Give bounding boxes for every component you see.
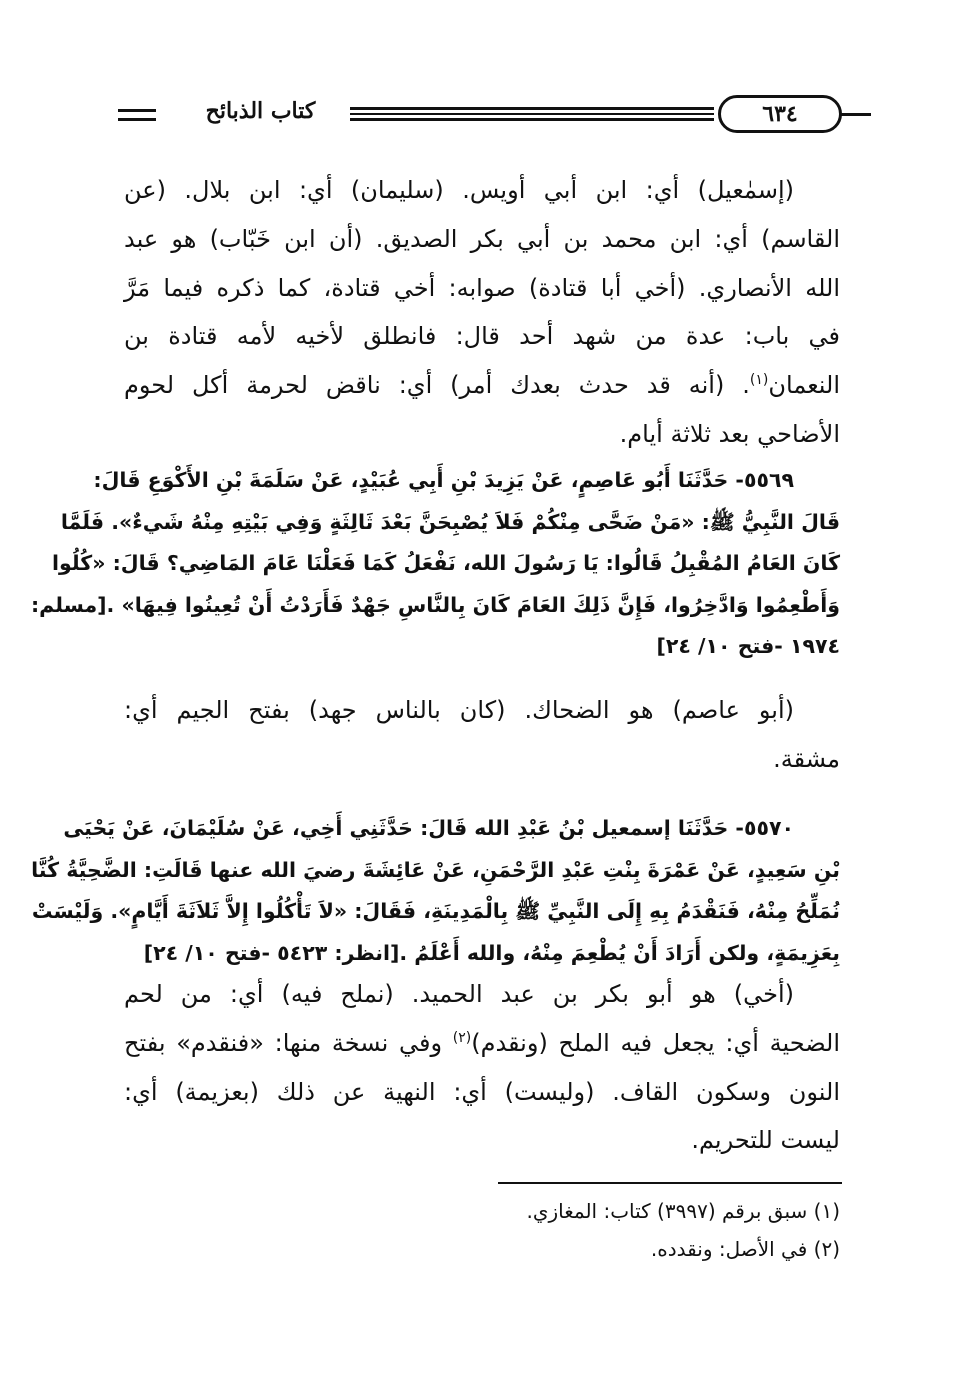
footnote-1: (١) سبق برقم (٣٩٩٧) كتاب: المغازي. [526, 1199, 840, 1223]
header-rule-middle-mid [350, 113, 714, 115]
hadith-5569 [30, 460, 840, 668]
footnote-ref[interactable]: (٢) [452, 1029, 472, 1046]
hadith-line: قَالَ النَّبِيُّ ﷺ: «مَنْ ضَحَّى مِنْكُمْ فَلاَ يُصْبِحَنَّ بَعْدَ ثَالِثَةٍ وَفِي بَيْتِهِ مِنْهُ شَيءٌ». فَلَمَّا [60, 509, 840, 534]
commentary-paragraph-1 [124, 166, 840, 459]
page-header [118, 92, 842, 140]
page-number-text: ٦٣٤ [762, 101, 798, 127]
hadith-line: نُمَلِّحُ مِنْهُ، فَنَقْدَمُ بِهِ إِلَى النَّبِيِّ ﷺ بِالْمَدِينَةِ، فَقَالَ: «لاَ تَأْكُلُوا إِلاَّ ثَلاَثَةَ أَيَّامٍ». وَلَيْسَتْ [31, 899, 840, 923]
text-line: القاسم) أي: ابن محمد بن أبي بكر الصديق. (أن ابن خَبّاب) هو عبد [124, 224, 840, 253]
hadith-reference: ١٩٧٤ -فتح ١٠/ ٢٤] [656, 634, 840, 658]
text-line: الأضاحي بعد ثلاثة أيام. [619, 419, 840, 448]
page-number [718, 95, 842, 133]
text-line: (أخي) هو أبو بكر بن عبد الحميد. (نملح فيه) أي: من لحم [124, 980, 794, 1008]
footnote-2: (٢) في الأصل: ونقدده. [650, 1237, 840, 1261]
book-title: كتاب الذبائح [205, 98, 316, 124]
header-rule-left-bottom [118, 118, 156, 121]
hadith-line: بْنِ سَعِيدٍ، عَنْ عَمْرَةَ بِنْتِ عَبْدِ الرَّحْمَنِ، عَنْ عَائِشَةَ رضيَ الله عنها قَالَتِ: الضَّحِيَّةُ كُنَّا [31, 857, 840, 882]
text-line: في باب: عدة من شهد أحد قال: فانطلق لأخيه لأمه قتادة بن [124, 322, 840, 351]
text-line: (أبو عاصم) هو الضحاك. (كان بالناس جهد) بفتح الجيم أي: [124, 696, 794, 724]
header-rule-middle-top [350, 107, 714, 110]
footnotes [124, 1192, 840, 1268]
commentary-paragraph-3 [124, 970, 840, 1165]
hadith-line: ٥٥٦٩- حَدَّثَنَا أَبُو عَاصِمٍ، عَنْ يَزِيدَ بْنِ أَبِي عُبَيْدٍ، عَنْ سَلَمَةَ بْنِ الأَكْوَعِ قَالَ: [93, 468, 794, 492]
commentary-paragraph-2 [124, 686, 840, 784]
text-line: الله الأنصاري. (أخي أبا قتادة) صوابه: أخي قتادة، كما ذكره فيما مَرَّ [124, 273, 840, 302]
hadith-line: وَأَطْعِمُوا وَادَّخِرُوا، فَإِنَّ ذَلِكَ العَامَ كَانَ بِالنَّاسِ جَهْدٌ فَأَرَدْتُ أَنْ تُعِينُوا فِيهَا» .[مسلم: [30, 592, 840, 617]
footnote-separator [498, 1182, 842, 1184]
hadith-line: بِعَزِيمَةٍ، ولكن أَرَادَ أَنْ يُطْعِمَ مِنْهُ، والله أَعْلَمُ .[انظر: ٥٤٢٣ -فتح ١٠/ ٢٤] [143, 940, 840, 965]
text-line: الضحية أي: يجعل فيه الملح (ونقدم)$^{(٢)}$ وفي نسخة منها: «فنقدم» بفتح [124, 1028, 840, 1057]
text-line: النعمان$^{(١)}$. (أنه قد حدث بعدك أمر) أي: ناقض لحرمة أكل لحوم [124, 371, 840, 400]
header-rule-left-top [118, 109, 156, 112]
text-line: النون وسكون القاف. (وليست) أي: النهية عن ذلك (بعزيمة) أي: [124, 1077, 840, 1106]
hadith-line: ٥٥٧٠- حَدَّثَنَا إسمعيل بْنُ عَبْدِ الله قَالَ: حَدَّثَنِي أَخِي، عَنْ سُلَيْمَانَ، عَنْ يَحْيَى [63, 816, 794, 840]
footnote-ref[interactable]: (١) [749, 372, 769, 389]
text-line: مشقة. [773, 744, 840, 773]
header-rule-middle-bottom [350, 118, 714, 121]
text-line: (إسمٰعيل) أي: ابن أبي أويس. (سليمان) أي: ابن بلال. (عن [124, 176, 794, 204]
hadith-line: كَانَ العَامُ المُقْبِلُ قَالُوا: يَا رَسُولَ الله، نَفْعَلُ كَمَا فَعَلْنَا عَامَ المَاضِي؟ قَالَ: «كُلُوا [52, 551, 840, 575]
hadith-5570 [31, 808, 840, 974]
text-line: ليست للتحريم. [691, 1126, 840, 1155]
